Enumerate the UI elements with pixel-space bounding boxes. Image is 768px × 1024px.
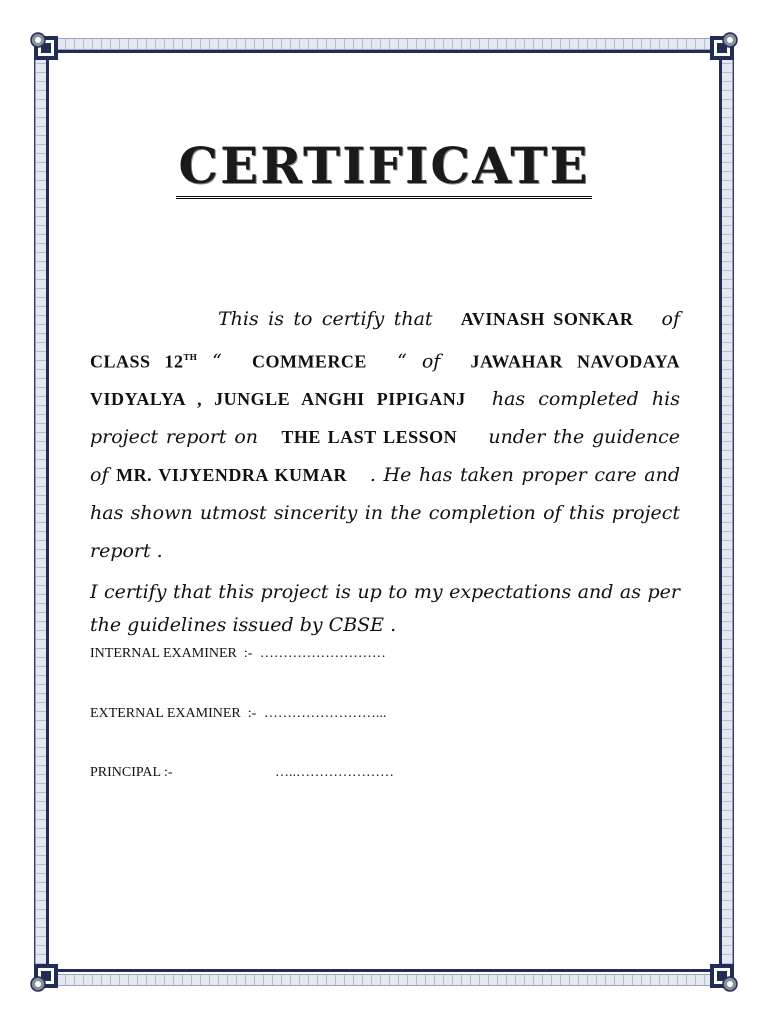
guide-name: MR. VIJYENDRA KUMAR [116,465,347,486]
stream-name: COMMERCE [251,351,367,372]
body-paragraph-2: I certify that this project is up to my expectations and as per the guidelines issued by CBSE . [90,581,680,637]
external-examiner-label: EXTERNAL EXAMINER [90,706,241,721]
class-label: CLASS 12 [90,351,184,372]
quote-open: “ [212,350,222,373]
ornamental-corner-icon [28,958,64,994]
completed-text: has completed his project report on [90,388,680,449]
external-examiner-separator: :- [247,706,257,721]
ornamental-corner-icon [28,30,64,66]
principal-label: PRINCIPAL :- [90,765,173,780]
external-examiner-dots: ……………………... [263,706,387,721]
principal-line [90,765,490,781]
care-text: . He has taken proper care and has shown utmost sincerity in the completion of this project report . [90,464,681,563]
certificate-title-block [0,136,768,195]
project-title: THE LAST LESSON [281,427,458,448]
intro-text: This is to certify that [218,308,433,330]
certificate-title: CERTIFICATE [176,136,591,199]
principal-dots: …..………………… [275,765,394,780]
student-name: AVINASH SONKAR [460,309,634,329]
body-paragraph-1 [90,300,680,570]
internal-examiner-line [90,646,386,662]
external-examiner-line [90,706,386,722]
certificate-body [90,300,680,642]
quote-close: “ [397,350,407,373]
internal-examiner-label: INTERNAL EXAMINER [90,646,237,661]
border-tile-bottom [56,974,712,986]
internal-examiner-separator: :- [243,646,253,661]
guidance-text: under the guidence of [90,426,680,487]
border-tile-top [56,38,712,50]
internal-examiner-dots: ……………………… [259,646,386,661]
class-superscript: TH [183,352,198,362]
of-text-2: of [421,350,441,373]
ornamental-corner-icon [704,958,740,994]
ornamental-corner-icon [704,30,740,66]
border-tile-right [721,60,733,964]
school-name: JAWAHAR NAVODAYA VIDYALYA , JUNGLE ANGHI PIPIGANJ [90,351,680,410]
of-text-1: of [661,308,681,330]
